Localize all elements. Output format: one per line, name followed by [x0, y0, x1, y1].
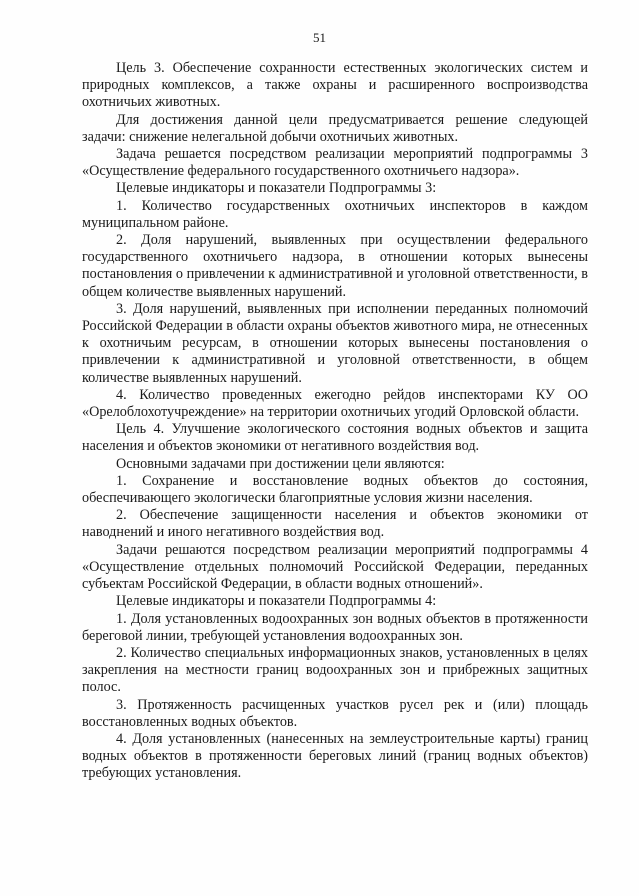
paragraph-indicator-3-2: 2. Доля нарушений, выявленных при осуществлении федерального государственного охотничьего надзора, в отношении которых вынесены постановления о привлечении к административной и уголовной ответственности, в общем количестве выявленных нарушений. — [82, 232, 588, 300]
page-number: 51 — [313, 30, 326, 45]
paragraph-indicator-3-1: 1. Количество государственных охотничьих инспекторов в каждом муниципальном районе. — [82, 197, 588, 231]
paragraph-indicator-4-4: 4. Доля установленных (нанесенных на землеустроительные карты) границ водных объектов в протяженности береговых линий (границ водных объектов) требующих установления. — [82, 730, 588, 782]
paragraph-goal-4-task-1: 1. Сохранение и восстановление водных объектов до состояния, обеспечивающего экологически благоприятные условия жизни населения. — [82, 472, 588, 507]
paragraph-goal-4-task-2: 2. Обеспечение защищенности населения и объектов экономики от наводнений и иного негативного воздействия вод. — [82, 507, 588, 541]
paragraph-indicators-4-heading: Целевые индикаторы и показатели Подпрограммы 4: — [116, 593, 437, 610]
paragraph-goal-4-tasks-heading: Основными задачами при достижении цели являются: — [116, 455, 445, 472]
paragraph-indicators-3-heading: Целевые индикаторы и показатели Подпрограммы 3: — [116, 180, 437, 197]
paragraph-indicator-4-2: 2. Количество специальных информационных знаков, установленных в целях закрепления на местности границ водоохранных зон и прибрежных защитных полос. — [82, 644, 588, 696]
paragraph-indicator-3-4: 4. Количество проведенных ежегодно рейдов инспекторами КУ ОО «Орелоблохотучреждение» на территории охотничьих угодий Орловской области. — [82, 386, 588, 421]
paragraph-subprogram-4: Задачи решаются посредством реализации мероприятий подпрограммы 4 «Осуществление отдельных полномочий Российской Федерации, переданных субъектам Российской Федерации, в области водных отношений». — [82, 541, 588, 593]
paragraph-indicator-3-3: 3. Доля нарушений, выявленных при исполнении переданных полномочий Российской Федерации в области охраны объектов животного мира, не отнесенных к охотничьим ресурсам, в отношении которых вынесены постановления о привлечении к административной и уголовной ответственности, в общем количестве выявленных нарушений. — [82, 300, 588, 386]
paragraph-goal-3: Цель 3. Обеспечение сохранности естественных экологических систем и природных комплексов, а также охраны и расширенного воспроизводства охотничьих животных. — [82, 60, 588, 111]
paragraph-goal-4: Цель 4. Улучшение экологического состояния водных объектов и защита населения и объектов экономики от негативного воздействия вод. — [82, 421, 588, 455]
paragraph-indicator-4-1: 1. Доля установленных водоохранных зон водных объектов в протяженности береговой линии, требующей установления водоохранных зон. — [82, 610, 588, 644]
document-body — [82, 60, 588, 783]
paragraph-indicator-4-3: 3. Протяженность расчищенных участков русел рек и (или) площадь восстановленных водных объектов. — [82, 696, 588, 730]
paragraph-goal-3-task: Для достижения данной цели предусматривается решение следующей задачи: снижение нелегальной добычи охотничьих животных. — [82, 111, 588, 145]
paragraph-subprogram-3: Задача решается посредством реализации мероприятий подпрограммы 3 «Осуществление федерального государственного охотничьего надзора». — [82, 146, 588, 180]
